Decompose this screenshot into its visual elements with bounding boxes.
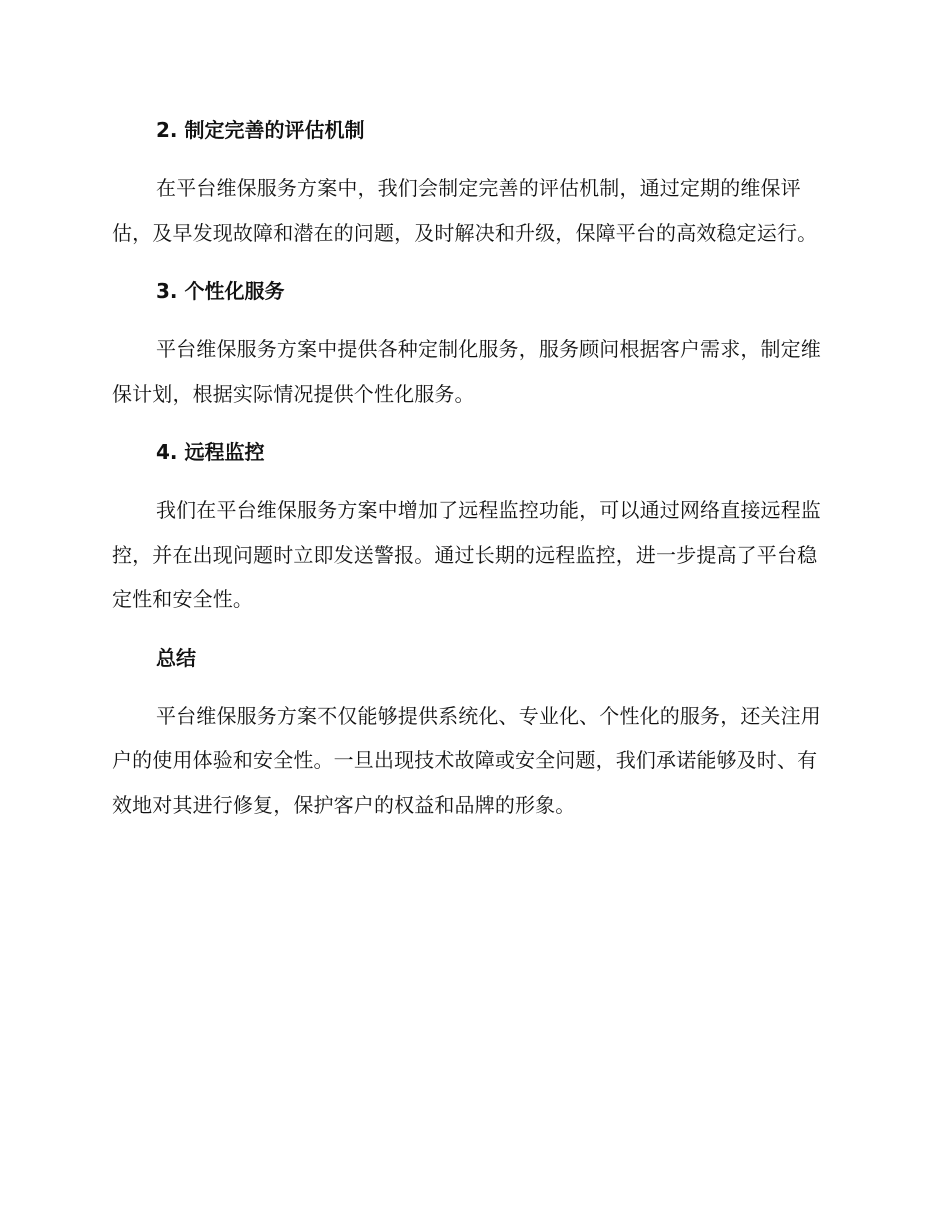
spacer bbox=[112, 152, 830, 166]
spacer bbox=[112, 474, 830, 488]
spacer bbox=[112, 255, 830, 269]
section-paragraph-remote-monitoring: 我们在平台维保服务方案中增加了远程监控功能，可以通过网络直接远程监控，并在出现问题时立即发送警报。通过长期的远程监控，进一步提高了平台稳定性和安全性。 bbox=[112, 498, 821, 611]
spacer bbox=[112, 680, 830, 694]
spacer bbox=[112, 416, 830, 430]
section-heading-remote-monitoring: 4. 远程监控 bbox=[156, 440, 265, 464]
section-paragraph-evaluation: 在平台维保服务方案中，我们会制定完善的评估机制，通过定期的维保评估，及早发现故障和潜在的问题，及时解决和升级，保障平台的高效稳定运行。 bbox=[112, 176, 818, 245]
document-body bbox=[112, 108, 830, 827]
section-heading-summary: 总结 bbox=[156, 645, 196, 670]
spacer bbox=[112, 622, 830, 636]
section-paragraph-summary: 平台维保服务方案不仅能够提供系统化、专业化、个性化的服务，还关注用户的使用体验和安全性。一旦出现技术故障或安全问题，我们承诺能够及时、有效地对其进行修复，保护客户的权益和品牌的形象。 bbox=[112, 703, 821, 817]
section-paragraph-personalized-service: 平台维保服务方案中提供各种定制化服务，服务顾问根据客户需求，制定维保计划，根据实际情况提供个性化服务。 bbox=[112, 337, 821, 406]
section-heading-personalized-service: 3. 个性化服务 bbox=[156, 279, 285, 303]
section-heading-evaluation: 2. 制定完善的评估机制 bbox=[156, 118, 365, 142]
spacer bbox=[112, 313, 830, 327]
